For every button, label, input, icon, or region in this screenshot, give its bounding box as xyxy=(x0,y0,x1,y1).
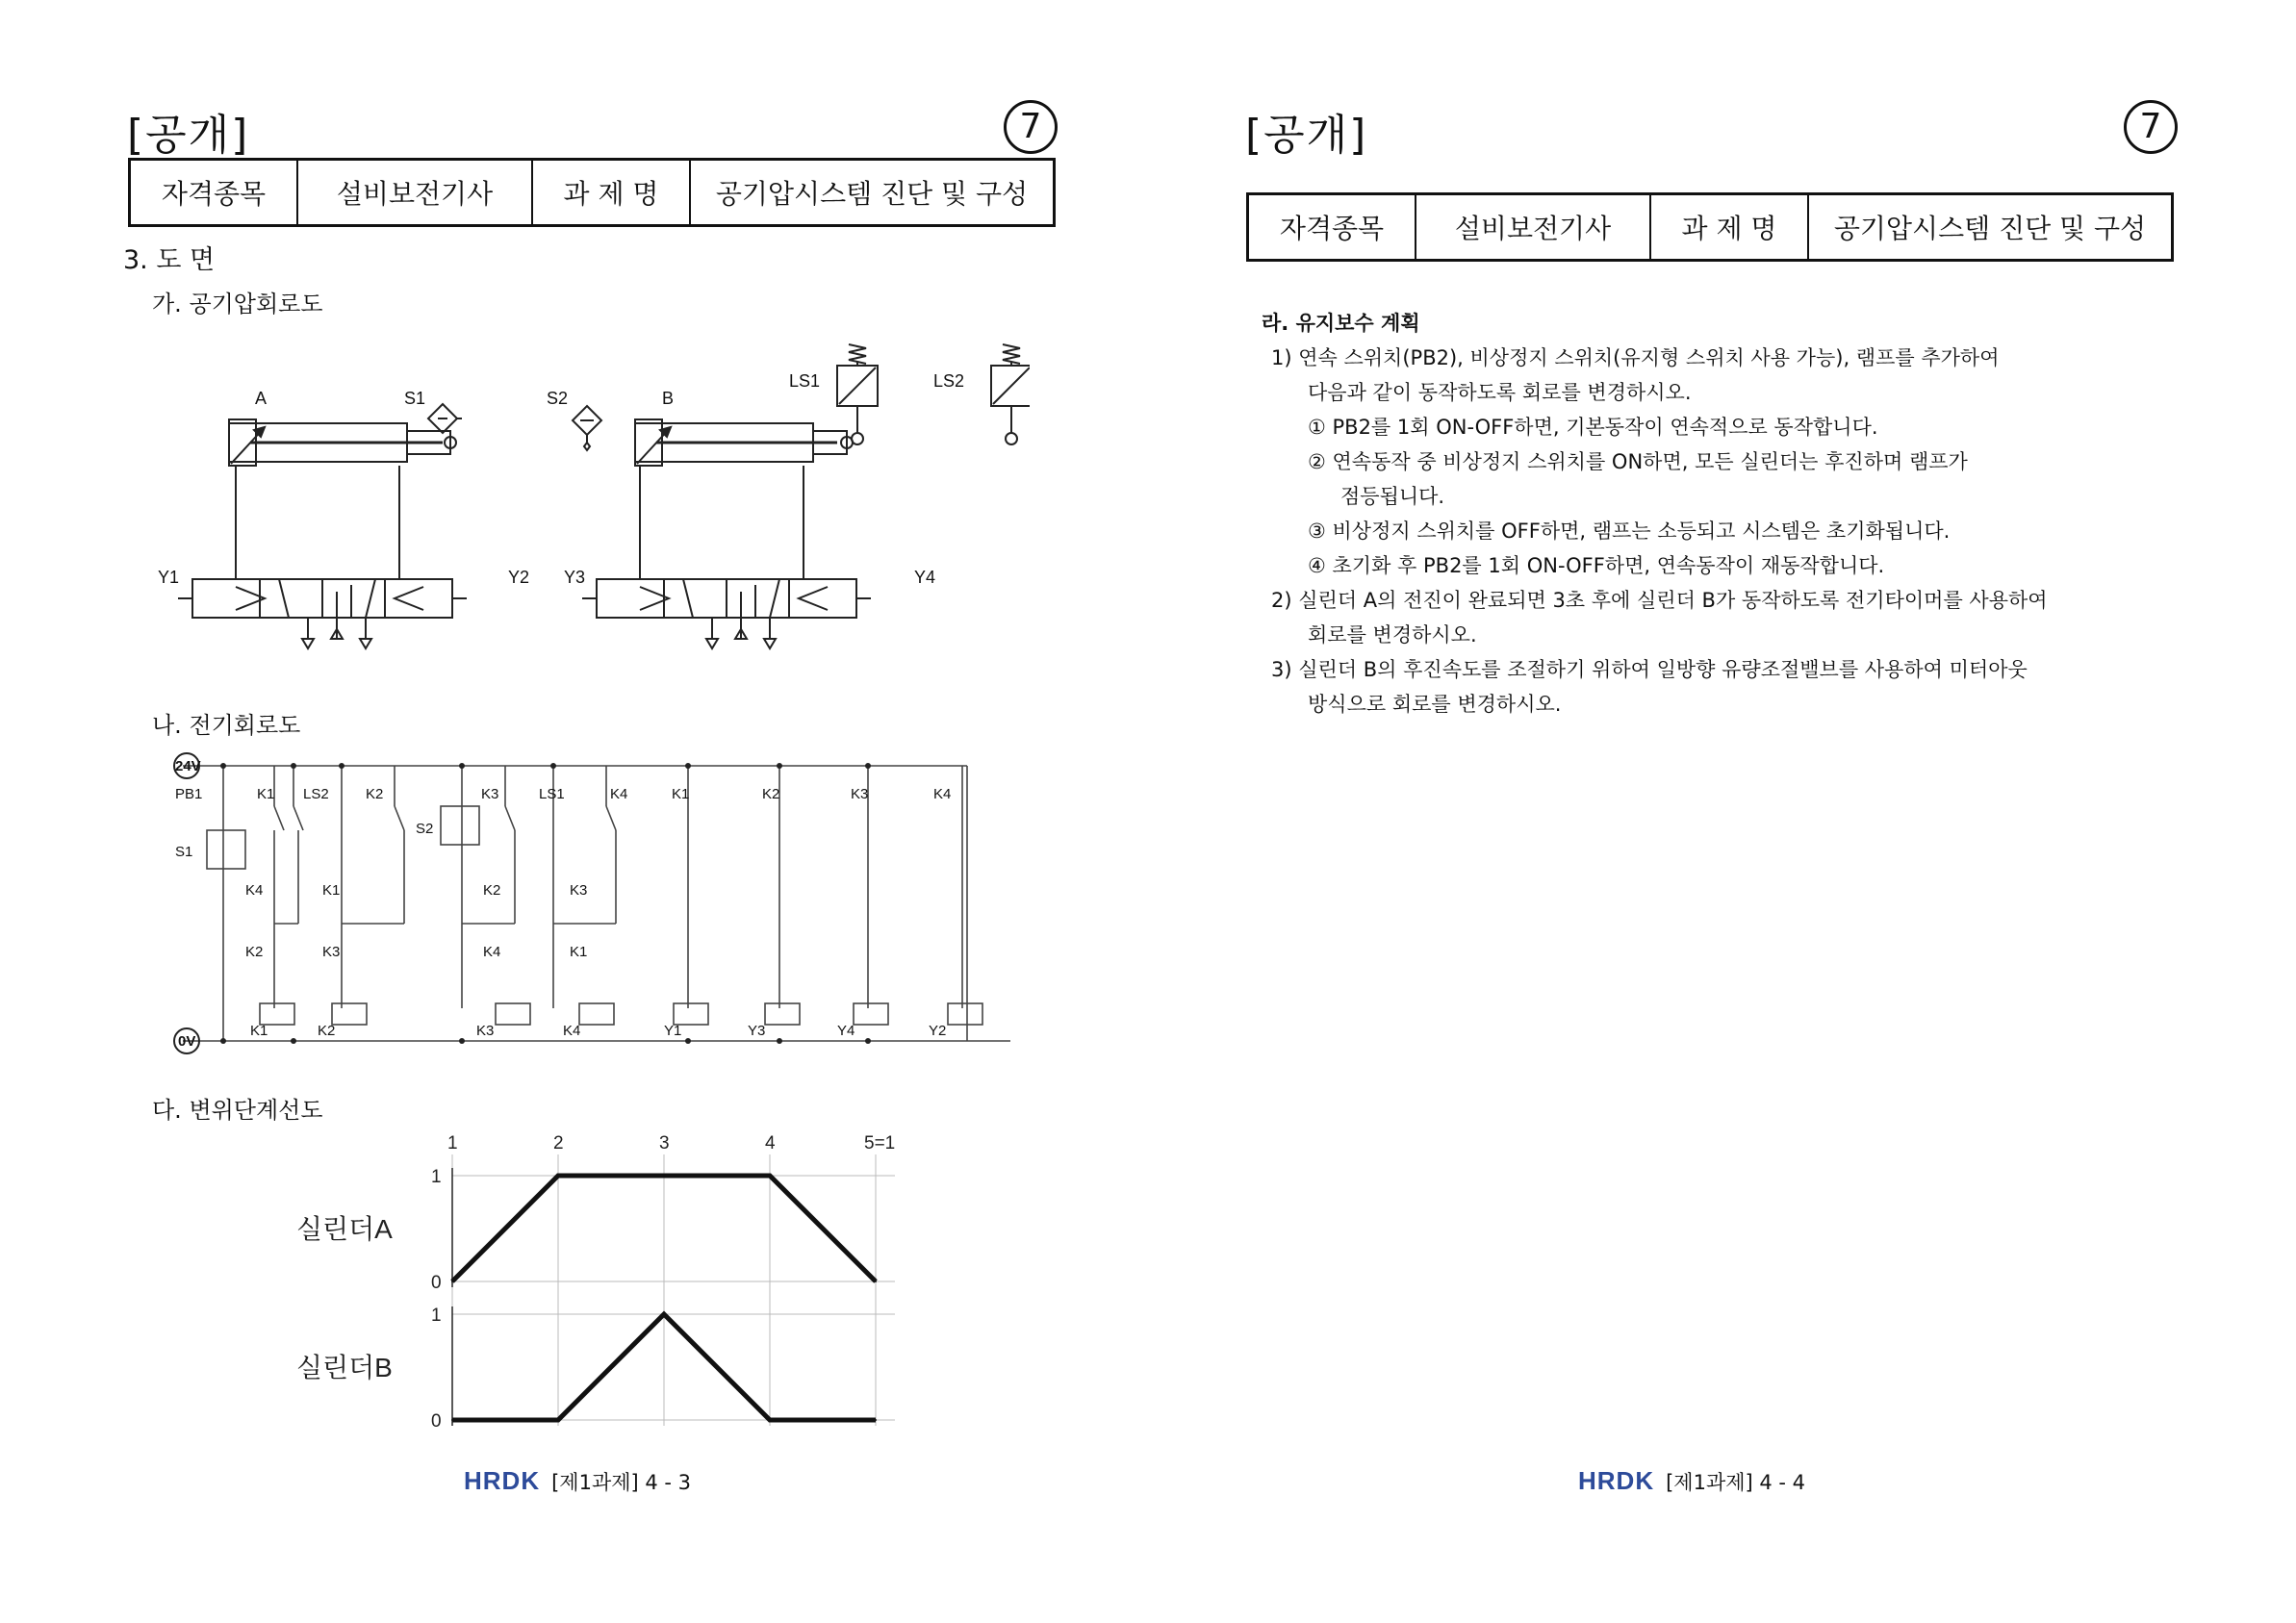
footer-left xyxy=(464,1466,691,1496)
cylinder-b xyxy=(635,419,853,466)
label-k3-out: K3 xyxy=(851,786,869,802)
header-cell-task-label: 과 제 명 xyxy=(1650,194,1808,261)
pneumatic-circuit-diagram xyxy=(144,327,1030,673)
footer-right xyxy=(1578,1466,1805,1496)
instruction-line-6: ③ 비상정지 스위치를 OFF하면, 램프는 소등되고 시스템은 초기화됩니다. xyxy=(1308,520,1951,543)
label-ls2: LS2 xyxy=(933,371,965,391)
series-point-2-4 xyxy=(769,1419,771,1421)
label-y3: Y3 xyxy=(564,568,586,587)
right-page xyxy=(1148,0,2296,1623)
limit-switch-ls2 xyxy=(991,344,1030,444)
label-ls1-contact: LS1 xyxy=(539,786,565,802)
y-tick-top-2: 1 xyxy=(431,1306,442,1326)
coil-k1 xyxy=(260,1003,294,1025)
y-tick-bottom-2: 0 xyxy=(431,1411,442,1432)
series-point-1-4 xyxy=(769,1175,771,1177)
series-point-2-2 xyxy=(557,1419,559,1421)
label-e-s1: S1 xyxy=(175,844,193,860)
label-s1: S1 xyxy=(404,389,426,408)
label-k4-nc-b: K4 xyxy=(483,944,501,960)
tick-label-step-4: 4 xyxy=(765,1133,776,1154)
tick-label-step-5: 5=1 xyxy=(864,1133,896,1154)
instruction-line-4: ② 연속동작 중 비상정지 스위치를 ON하면, 모든 실린더는 후진하며 램프가 xyxy=(1308,450,1968,473)
instruction-line-1: 1) 연속 스위치(PB2), 비상정지 스위치(유지형 스위치 사용 가능), 램프를 추가하여 xyxy=(1271,346,2000,369)
header-cell-task-name: 공기압시스템 진단 및 구성 xyxy=(1808,194,2173,261)
label-sol-y3: Y3 xyxy=(748,1023,766,1039)
label-k3-nc-b: K3 xyxy=(570,882,588,899)
instruction-line-9: 회로를 변경하시오. xyxy=(1308,623,1477,647)
header-table xyxy=(1246,192,2174,262)
label-k2-nc: K2 xyxy=(245,944,264,960)
label-k1-nc: K1 xyxy=(322,882,341,899)
instruction-line-10: 3) 실린더 B의 후진속도를 조절하기 위하여 일방향 유량조절밸브를 사용하여 미터아웃 xyxy=(1271,658,2028,681)
label-y1: Y1 xyxy=(158,568,180,587)
header-cell-task-name: 공기압시스템 진단 및 구성 xyxy=(690,160,1055,226)
header-cell-qualification-label: 자격종목 xyxy=(1248,194,1416,261)
label-k4-out: K4 xyxy=(933,786,952,802)
solenoid-y2 xyxy=(948,1003,982,1025)
page-number-badge: 7 xyxy=(2124,100,2178,154)
coil-k3 xyxy=(496,1003,530,1025)
label-k3-contact: K3 xyxy=(481,786,499,802)
instruction-line-11: 방식으로 회로를 변경하시오. xyxy=(1308,693,1562,716)
header-cell-qualification: 설비보전기사 xyxy=(297,160,532,226)
tick-label-step-3: 3 xyxy=(659,1133,670,1154)
limit-switch-ls1 xyxy=(837,344,878,444)
series-name-2: 실린더B xyxy=(296,1353,393,1382)
sensor-s2 xyxy=(573,406,601,450)
electric-circuit-diagram xyxy=(164,748,1030,1056)
label-0v: 0V xyxy=(178,1033,196,1050)
maintenance-plan-title: 라. 유지보수 계획 xyxy=(1262,312,1420,335)
header-table xyxy=(128,158,1056,227)
coil-k2 xyxy=(332,1003,367,1025)
page-number-badge: 7 xyxy=(1004,100,1058,154)
hrdk-logo: HRDK xyxy=(464,1466,541,1495)
label-ls1: LS1 xyxy=(789,371,821,391)
tick-label-step-1: 1 xyxy=(447,1133,458,1154)
series-point-1-1 xyxy=(451,1281,453,1282)
sensor-box-s2 xyxy=(441,806,479,845)
label-k2-contact: K2 xyxy=(366,786,384,802)
label-k3-nc: K3 xyxy=(322,944,341,960)
label-cylinder-a: A xyxy=(255,389,268,408)
label-k4-nc: K4 xyxy=(245,882,264,899)
footer-page-text: [제1과제] 4 - 4 xyxy=(1666,1471,1806,1494)
label-coil-k4: K4 xyxy=(563,1023,581,1039)
label-cylinder-b: B xyxy=(662,389,675,408)
instruction-line-7: ④ 초기화 후 PB2를 1회 ON-OFF하면, 연속동작이 재동작합니다. xyxy=(1308,554,1885,577)
instruction-line-8: 2) 실린더 A의 전진이 완료되면 3초 후에 실린더 B가 동작하도록 전기타이머를 사용하여 xyxy=(1271,589,2048,612)
header-cell-qualification: 설비보전기사 xyxy=(1416,194,1650,261)
hrdk-logo: HRDK xyxy=(1578,1466,1655,1495)
public-label: [공개] xyxy=(1245,111,1368,160)
label-coil-k1: K1 xyxy=(250,1023,268,1039)
label-s2: S2 xyxy=(547,389,569,408)
label-k2-out: K2 xyxy=(762,786,780,802)
header-cell-qualification-label: 자격종목 xyxy=(130,160,298,226)
label-sol-y1: Y1 xyxy=(664,1023,682,1039)
tick-label-step-2: 2 xyxy=(553,1133,564,1154)
solenoid-y3 xyxy=(765,1003,800,1025)
section-title: 3. 도 면 xyxy=(123,245,216,275)
coil-k4 xyxy=(579,1003,614,1025)
displacement-step-chart xyxy=(279,1126,914,1443)
solenoid-y1 xyxy=(674,1003,708,1025)
subsection-pneumatic: 가. 공기압회로도 xyxy=(152,291,323,317)
label-e-s2: S2 xyxy=(416,821,434,837)
sensor-s1 xyxy=(428,404,462,433)
label-y2: Y2 xyxy=(508,568,530,587)
series-name-1: 실린더A xyxy=(296,1214,393,1244)
footer-page-text: [제1과제] 4 - 3 xyxy=(551,1471,692,1494)
label-ls2-contact: LS2 xyxy=(303,786,329,802)
label-pb1: PB1 xyxy=(175,786,203,802)
series-point-1-5 xyxy=(875,1281,877,1282)
label-coil-k2: K2 xyxy=(318,1023,336,1039)
series-point-2-3 xyxy=(663,1313,665,1315)
label-y4: Y4 xyxy=(914,568,936,587)
label-k1-contact: K1 xyxy=(257,786,275,802)
sensor-box-s1 xyxy=(207,830,245,869)
public-label: [공개] xyxy=(127,111,250,160)
valve-b xyxy=(582,579,871,648)
valve-a xyxy=(178,579,467,648)
label-sol-y4: Y4 xyxy=(837,1023,855,1039)
series-point-2-5 xyxy=(875,1419,877,1421)
solenoid-y4 xyxy=(854,1003,888,1025)
label-k4-contact: K4 xyxy=(610,786,628,802)
label-sol-y2: Y2 xyxy=(929,1023,947,1039)
y-tick-top-1: 1 xyxy=(431,1167,442,1187)
cylinder-a xyxy=(229,419,456,466)
instruction-line-5: 점등됩니다. xyxy=(1340,485,1445,508)
y-tick-bottom-1: 0 xyxy=(431,1273,442,1293)
subsection-displacement: 다. 변위단계선도 xyxy=(152,1097,323,1124)
instruction-line-3: ① PB2를 1회 ON-OFF하면, 기본동작이 연속적으로 동작합니다. xyxy=(1308,416,1878,439)
label-k1-out: K1 xyxy=(672,786,690,802)
series-point-2-1 xyxy=(451,1419,453,1421)
series-point-1-2 xyxy=(557,1175,559,1177)
subsection-electric: 나. 전기회로도 xyxy=(152,712,301,739)
label-coil-k3: K3 xyxy=(476,1023,495,1039)
label-k2-nc-b: K2 xyxy=(483,882,501,899)
label-k1-nc-b: K1 xyxy=(570,944,588,960)
series-point-1-3 xyxy=(663,1175,665,1177)
header-cell-task-label: 과 제 명 xyxy=(532,160,690,226)
instruction-line-2: 다음과 같이 동작하도록 회로를 변경하시오. xyxy=(1308,381,1692,404)
label-24v: 24V xyxy=(175,758,201,774)
